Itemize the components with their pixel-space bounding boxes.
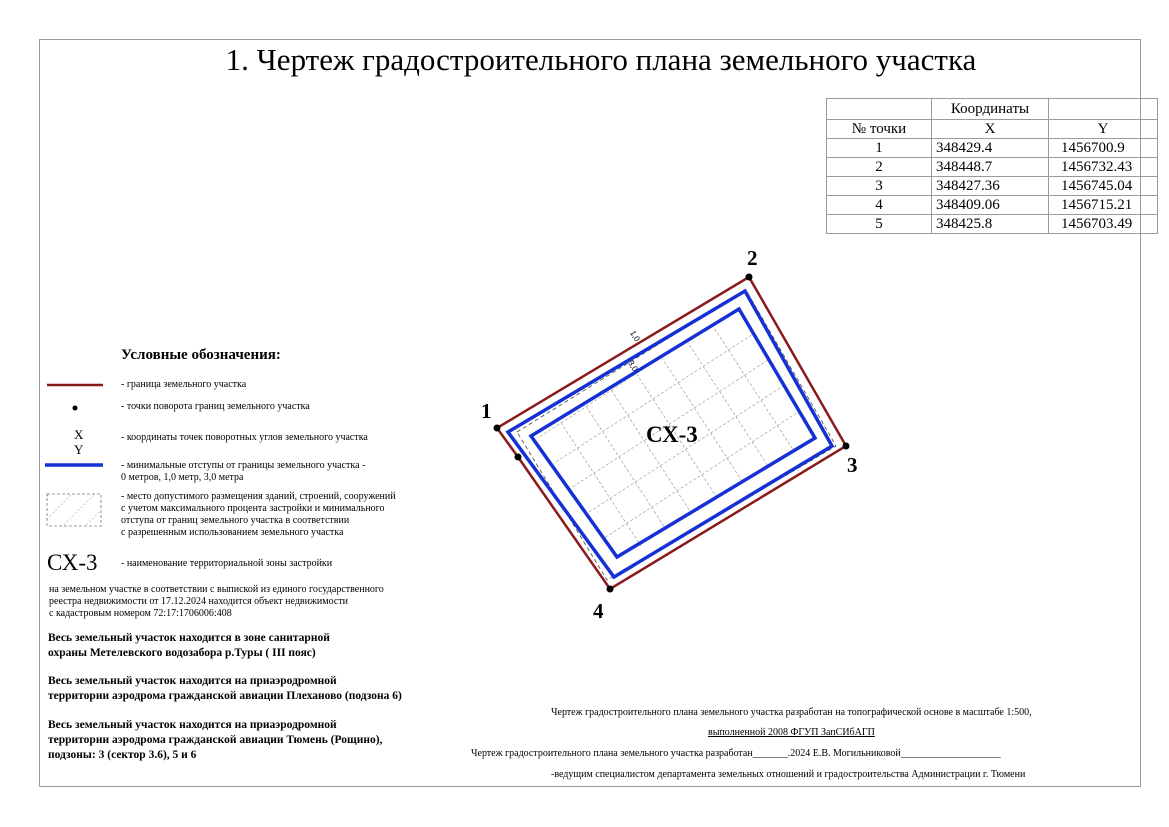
footer-developed: Чертеж градостроительного плана земельного участка разработан_______.2024 Е.В. Могильниковой____________________ xyxy=(471,748,1001,759)
point-label-3: 3 xyxy=(847,453,858,477)
legend-hatch-box xyxy=(47,494,101,526)
point-label-2: 2 xyxy=(747,246,758,270)
turn-point xyxy=(607,586,614,593)
setback-label-1: 1,0 xyxy=(628,328,642,344)
footer-scale: Чертеж градостроительного плана земельного участка разработан на топографической основе в масштабе 1:500, xyxy=(551,707,1032,718)
legend-turn-points: - точки поворота границ земельного участка xyxy=(121,401,310,412)
legend-point-dot xyxy=(73,406,78,411)
legend-buildable-desc: - место допустимого размещения зданий, строений, сооружений с учетом максимального процента застройки и минимального отступа от границ земельного участка в соответствии с разрешенным использованием земельного участка xyxy=(121,491,396,538)
roshchino-note: Весь земельный участок находится на приаэродромной территории аэродрома гражданской авиации Тюмень (Рощино), подзоны: 3 (сектор 3.6), 5 и 6 xyxy=(48,719,383,761)
turn-point xyxy=(746,274,753,281)
table-row: 5 348425.8 1456703.49 xyxy=(827,215,1158,234)
footer-survey: выполненной 2008 ФГУП ЗапСИбАГП xyxy=(708,727,875,738)
turn-point xyxy=(494,425,501,432)
legend-setback-desc: - минимальные отступы от границы земельного участка - xyxy=(121,460,366,471)
page-title: 1. Чертеж градостроительного плана земельного участка xyxy=(225,42,977,77)
sanitary-zone-note: Весь земельный участок находится в зоне санитарной охраны Метелевского водозабора р.Туры ( III пояс) xyxy=(48,632,330,659)
setback-label-3: 3,0 xyxy=(626,358,640,374)
legend-setback-values: 0 метров, 1,0 метр, 3,0 метра xyxy=(121,472,244,483)
table-row: 3 348427.36 1456745.04 xyxy=(827,177,1158,196)
zone-label: СХ-3 xyxy=(646,422,698,447)
x-header: X xyxy=(932,120,1049,139)
legend-title: Условные обозначения: xyxy=(121,347,281,363)
point-label-4: 4 xyxy=(593,599,604,623)
table-row: 1 348429.4 1456700.9 xyxy=(827,139,1158,158)
coords-header: Координаты xyxy=(932,99,1049,120)
table-row: 4 348409.06 1456715.21 xyxy=(827,196,1158,215)
legend-boundary: - граница земельного участка xyxy=(121,379,247,390)
legend-xy-desc: - координаты точек поворотных углов земельного участка xyxy=(121,432,368,443)
point-header: № точки xyxy=(827,120,932,139)
turn-point xyxy=(843,443,850,450)
registry-note: на земельном участке в соответствии с выпиской из единого государственного реестра недвижимости от 17.12.2024 находится объект недвижимости с кадастровым номером 72:17:1706006:408 xyxy=(49,584,384,619)
legend-zone-desc: - наименование территориальной зоны застройки xyxy=(121,558,333,569)
plekhanovo-note: Весь земельный участок находится на приаэродромной территории аэродрома гражданской авиации Плеханово (подзона 6) xyxy=(48,675,402,702)
y-header: Y xyxy=(1049,120,1158,139)
legend-zone-code: СХ-3 xyxy=(47,550,98,575)
point-label-1: 1 xyxy=(481,399,492,423)
footer-position: -ведущим специалистом департамента земельных отношений и градостроительства Администрации г. Тюмени xyxy=(551,769,1026,780)
turn-point xyxy=(515,454,522,461)
table-row: 2 348448.7 1456732.43 xyxy=(827,158,1158,177)
legend-xy-symbol: X Y xyxy=(74,427,84,457)
